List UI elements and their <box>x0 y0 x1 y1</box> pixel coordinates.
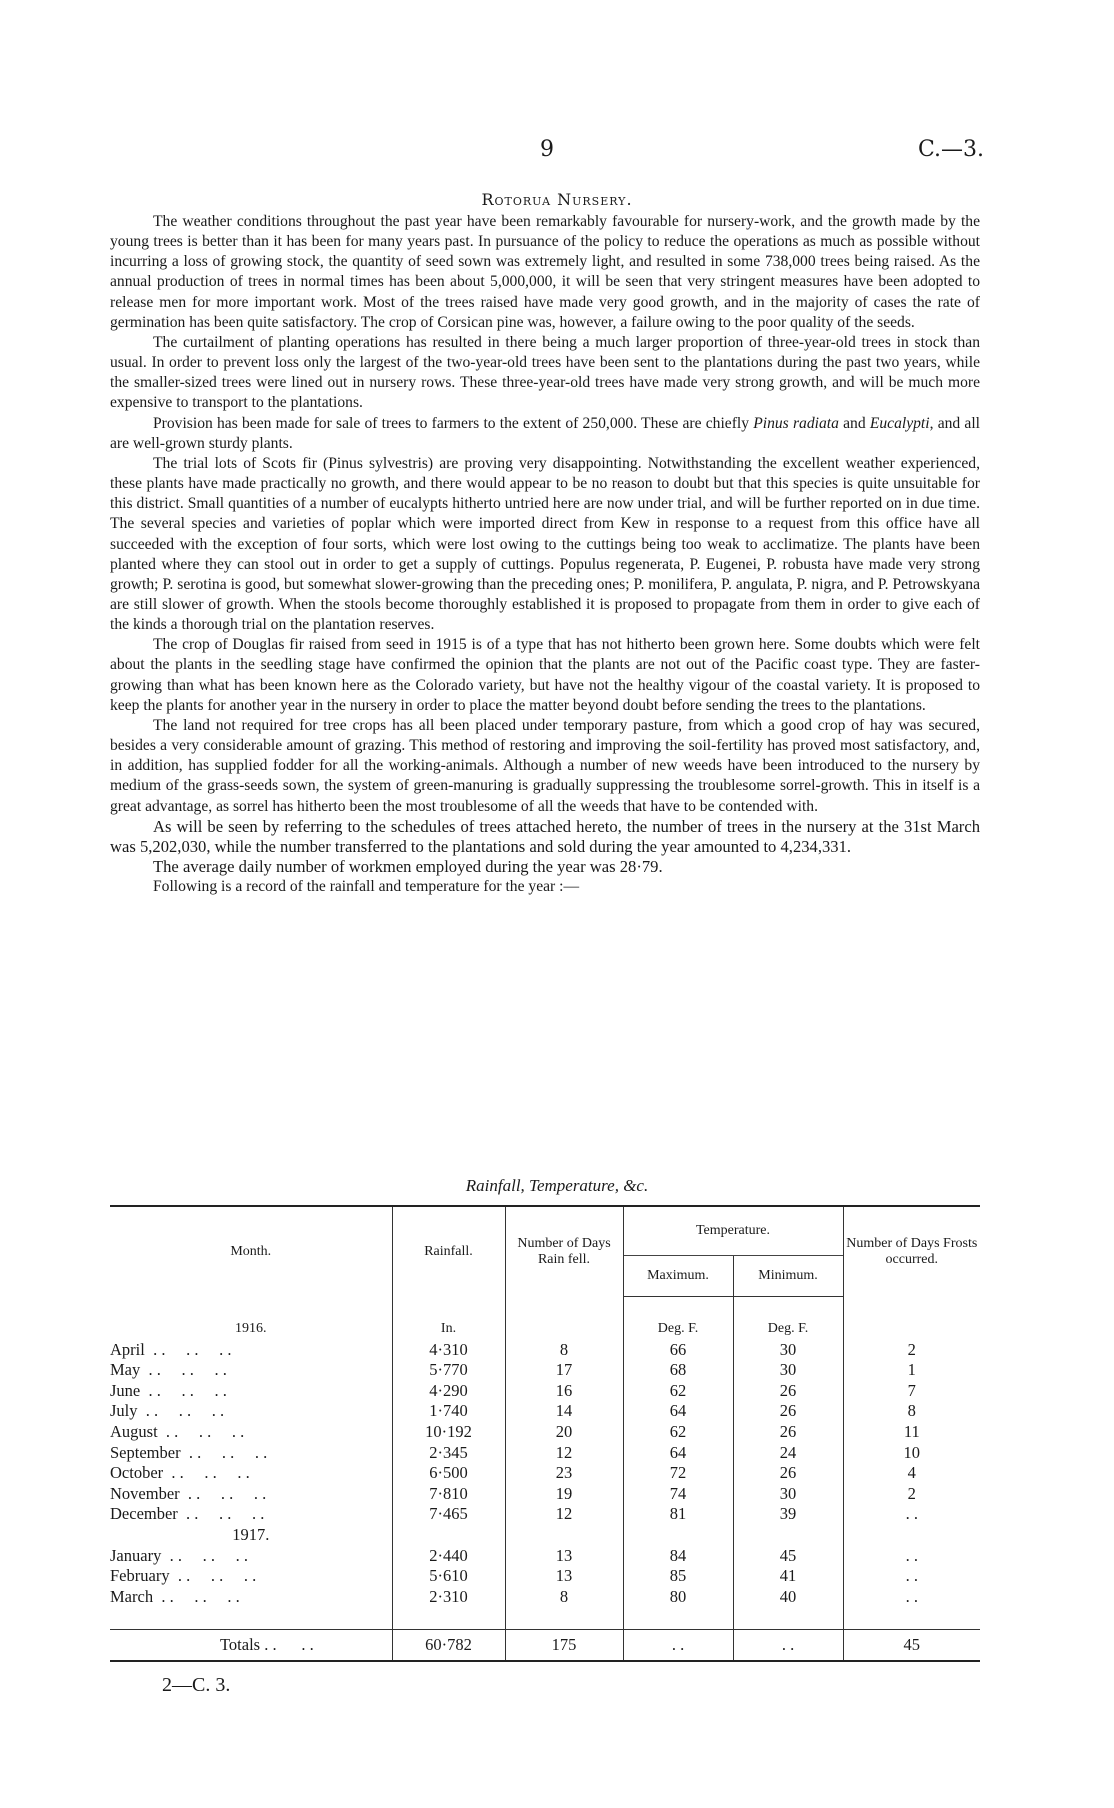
days-rain-cell: 17 <box>505 1360 623 1381</box>
min-temp-cell: 26 <box>733 1401 843 1422</box>
frosts-cell: 10 <box>843 1443 980 1464</box>
max-temp-cell: 66 <box>623 1340 733 1361</box>
paragraph: The land not required for tree crops has all been placed under temporary pasture, from which a good crop of hay was secured, besides a very considerable amount of grazing. This method of restoring and improving the soil-fertility has proved most satisfactory, and, in addition, has supplied fodder for all the working-animals. Although a number of new weeds have been introduced to the nursery by medium of the grass-seeds sown, the system of green-manuring is gradually suppressing the troublesome sorrel-growth. This in itself is a great advantage, as sorrel has hitherto been the most troublesome of all the weeds that have to be contended with. <box>110 716 980 815</box>
table-row <box>110 1422 980 1443</box>
leader-dots: . . . . . . <box>140 1360 227 1380</box>
paragraph: As will be seen by referring to the schedules of trees attached hereto, the number of trees in the nursery at the 31st March was 5,202,030, while the number transferred to the plantations and sold during the year amounted to 4,234,331. <box>110 816 980 856</box>
table-row <box>110 1504 980 1525</box>
table-row <box>110 1587 980 1608</box>
min-temp-cell: 41 <box>733 1566 843 1587</box>
min-temp-cell: 26 <box>733 1463 843 1484</box>
min-temp-cell: 45 <box>733 1546 843 1567</box>
month-cell: October . . . . . . <box>110 1463 250 1483</box>
days-rain-cell: 20 <box>505 1422 623 1443</box>
leader-dots: . . . . . . <box>169 1566 257 1586</box>
month-cell: July . . . . . . <box>110 1401 225 1421</box>
month-cell: February . . . . . . <box>110 1566 257 1586</box>
table-caption: Rainfall, Temperature, &c. <box>465 1176 649 1195</box>
month-cell: April . . . . . . <box>110 1339 232 1359</box>
frosts-cell: . . <box>843 1566 980 1587</box>
frosts-cell: . . <box>843 1504 980 1525</box>
max-temp-cell: 62 <box>623 1422 733 1443</box>
max-temp-cell: 72 <box>623 1463 733 1484</box>
max-temp-cell: 68 <box>623 1360 733 1381</box>
rainfall-table <box>110 1205 980 1662</box>
totals-row <box>110 1630 980 1662</box>
rainfall-cell: 10·192 <box>392 1422 505 1443</box>
rainfall-cell: 2·345 <box>392 1443 505 1464</box>
min-temp-cell: 30 <box>733 1340 843 1361</box>
leader-dots: . . . . . . <box>157 1421 245 1441</box>
max-temp-cell: 64 <box>623 1443 733 1464</box>
header-temperature: Temperature. <box>623 1206 843 1256</box>
table-row <box>110 1546 980 1567</box>
frosts-cell: . . <box>843 1546 980 1567</box>
month-cell: May . . . . . . <box>110 1360 227 1380</box>
min-temp-cell: 30 <box>733 1484 843 1505</box>
min-temp-cell: 26 <box>733 1422 843 1443</box>
page-number: 9 <box>540 137 554 162</box>
leader-dots: . . . . . . <box>137 1401 225 1421</box>
max-temp-cell: 62 <box>623 1381 733 1402</box>
rainfall-cell: 7·465 <box>392 1504 505 1525</box>
table-row <box>110 1340 980 1361</box>
rainfall-cell: 2·310 <box>392 1587 505 1608</box>
max-temp-cell: 80 <box>623 1587 733 1608</box>
rainfall-cell: 5·770 <box>392 1360 505 1381</box>
section-title: Rotorua Nursery. <box>481 190 633 209</box>
frosts-cell: 11 <box>843 1422 980 1443</box>
max-temp-cell: 85 <box>623 1566 733 1587</box>
header-frosts: Number of Days Frosts occurred. <box>843 1206 980 1297</box>
frosts-cell: 1 <box>843 1360 980 1381</box>
max-temp-cell: 81 <box>623 1504 733 1525</box>
header-month: Month. <box>110 1206 392 1297</box>
year-label: 1917. <box>232 1524 270 1544</box>
total-rainfall: 60·782 <box>392 1630 505 1662</box>
rainfall-cell: 2·440 <box>392 1546 505 1567</box>
footer-signature: 2—C. 3. <box>162 1674 231 1696</box>
rainfall-cell: 1·740 <box>392 1401 505 1422</box>
table-row <box>110 1381 980 1402</box>
body-text <box>110 212 980 897</box>
days-rain-cell: 13 <box>505 1546 623 1567</box>
month-cell: January . . . . . . <box>110 1545 248 1565</box>
min-temp-cell: 39 <box>733 1504 843 1525</box>
total-min: . . <box>733 1630 843 1662</box>
days-rain-cell: 12 <box>505 1504 623 1525</box>
total-frosts: 45 <box>843 1630 980 1662</box>
table-row <box>110 1443 980 1464</box>
paragraph: Following is a record of the rainfall and temperature for the year :— <box>153 878 580 896</box>
leader-dots: . . . . . . <box>163 1463 250 1483</box>
rainfall-cell: 4·290 <box>392 1381 505 1402</box>
frosts-cell: . . <box>843 1587 980 1608</box>
year-label: 1916. <box>235 1321 267 1336</box>
table-row <box>110 1463 980 1484</box>
table-row <box>110 1566 980 1587</box>
month-cell: August . . . . . . <box>110 1421 245 1441</box>
table-row <box>110 1360 980 1381</box>
month-cell: June . . . . . . <box>110 1380 227 1400</box>
max-temp-cell: 74 <box>623 1484 733 1505</box>
header-minimum: Minimum. <box>733 1256 843 1297</box>
rainfall-cell: 4·310 <box>392 1340 505 1361</box>
min-temp-cell: 40 <box>733 1587 843 1608</box>
leader-dots: . . . . . . <box>153 1586 240 1606</box>
table-row <box>110 1401 980 1422</box>
max-temp-cell: 84 <box>623 1546 733 1567</box>
paragraph: The crop of Douglas fir raised from seed in 1915 is of a type that has not hitherto been grown here. Some doubts which were felt about the plants in the seedling stage have confirmed the opinion that the plants are not out of the Pacific coast type. They are faster-growing than what has been known here as the Colorado variety, but have not the healthy vigour of the coastal variety. It is proposed to keep the plants for another year in the nursery in order to place the matter beyond doubt before sending the trees to the plantations. <box>110 636 980 714</box>
header-rainfall: Rainfall. <box>392 1206 505 1297</box>
leader-dots: . . . . . . <box>144 1339 232 1359</box>
paragraph: The weather conditions throughout the past year have been remarkably favourable for nursery-work, and the growth made by the young trees is better than it has been for many years past. In pursuance of the policy to reduce the operations as much as possible without incurring a loss of growing stock, the quantity of seed sown was extremely light, and resulted in some 738,000 trees being raised. As the annual production of trees in normal times has been about 5,000,000, it will be seen that very stringent measures have been adopted to release men for more important work. Most of the trees raised have made very good growth, and in the majority of cases the rate of germination has been quite satisfactory. The crop of Corsican pine was, however, a failure owing to the poor quality of the seeds. <box>110 213 980 331</box>
days-rain-cell: 14 <box>505 1401 623 1422</box>
frosts-cell: 2 <box>843 1340 980 1361</box>
total-max: . . <box>623 1630 733 1662</box>
leader-dots: . . . . . . <box>140 1380 227 1400</box>
days-rain-cell: 8 <box>505 1340 623 1361</box>
header-maximum: Maximum. <box>623 1256 733 1297</box>
total-days: 175 <box>505 1630 623 1662</box>
document-code: C.—3. <box>918 137 985 162</box>
rainfall-cell: 6·500 <box>392 1463 505 1484</box>
frosts-cell: 7 <box>843 1381 980 1402</box>
days-rain-cell: 16 <box>505 1381 623 1402</box>
days-rain-cell: 13 <box>505 1566 623 1587</box>
month-cell: November . . . . . . <box>110 1483 267 1503</box>
leader-dots: . . . . . . <box>161 1545 248 1565</box>
min-temp-cell: 30 <box>733 1360 843 1381</box>
frosts-cell: 4 <box>843 1463 980 1484</box>
paragraph-provision: Provision has been made for sale of trees to farmers to the extent of 250,000. These are chiefly Pinus radiata and Eucalypti, and all are well-grown sturdy plants. <box>110 414 981 452</box>
unit-minimum: Deg. F. <box>733 1319 843 1340</box>
year-row-1917 <box>110 1525 980 1546</box>
totals-label: Totals . . . . <box>110 1630 392 1662</box>
month-cell: December . . . . . . <box>110 1504 265 1524</box>
frosts-cell: 2 <box>843 1484 980 1505</box>
rainfall-cell: 7·810 <box>392 1484 505 1505</box>
leader-dots: . . . . . . <box>179 1483 267 1503</box>
leader-dots: . . . . . . <box>180 1442 268 1462</box>
min-temp-cell: 26 <box>733 1381 843 1402</box>
table-row <box>110 1484 980 1505</box>
paragraph: The trial lots of Scots fir (Pinus sylvestris) are proving very disappointing. Notwithstanding the excellent weather experienced, these plants have made practically no growth, and there would appear to be no reason to doubt but that this species is quite unsuitable for this district. Small quantities of a number of eucalypts hitherto untried here are now under trial, and will be further reported on in due time. The several species and varieties of poplar which were imported direct from Kew in response to a request from this office have all succeeded with the exception of four sorts, which were lost owing to the cuttings being too weak to acclimatize. The plants have been planted where they can stool out in order to get a supply of cuttings. Populus regenerata, P. Eugenei, P. robusta have made very strong growth; P. serotina is good, but somewhat slower-growing than the preceding ones; P. monilifera, P. angulata, P. nigra, and P. Petrowskyana are still slower of growth. When the stools become thoroughly established it is proposed to propagate from them in order to give each of the kinds a thorough trial on the plantation reserves. <box>110 454 980 634</box>
unit-rainfall: In. <box>392 1319 505 1340</box>
leader-dots: . . . . . . <box>177 1504 265 1524</box>
days-rain-cell: 12 <box>505 1443 623 1464</box>
frosts-cell: 8 <box>843 1401 980 1422</box>
year-row-1916 <box>110 1319 980 1340</box>
paragraph: The curtailment of planting operations has resulted in there being a much larger proportion of three-year-old trees in stock than usual. In order to prevent loss only the largest of the two-year-old trees have been sent to the plantations during the past two years, while the smaller-sized trees were lined out in nursery rows. These three-year-old trees have made very strong growth, and will be much more expensive to transport to the plantations. <box>110 333 980 412</box>
unit-maximum: Deg. F. <box>623 1319 733 1340</box>
min-temp-cell: 24 <box>733 1443 843 1464</box>
max-temp-cell: 64 <box>623 1401 733 1422</box>
header-days-rain: Number of Days Rain fell. <box>505 1206 623 1297</box>
days-rain-cell: 8 <box>505 1587 623 1608</box>
days-rain-cell: 23 <box>505 1463 623 1484</box>
paragraph: The average daily number of workmen employed during the year was 28·79. <box>153 857 663 876</box>
days-rain-cell: 19 <box>505 1484 623 1505</box>
month-cell: September . . . . . . <box>110 1442 268 1462</box>
rainfall-cell: 5·610 <box>392 1566 505 1587</box>
month-cell: March . . . . . . <box>110 1586 240 1606</box>
